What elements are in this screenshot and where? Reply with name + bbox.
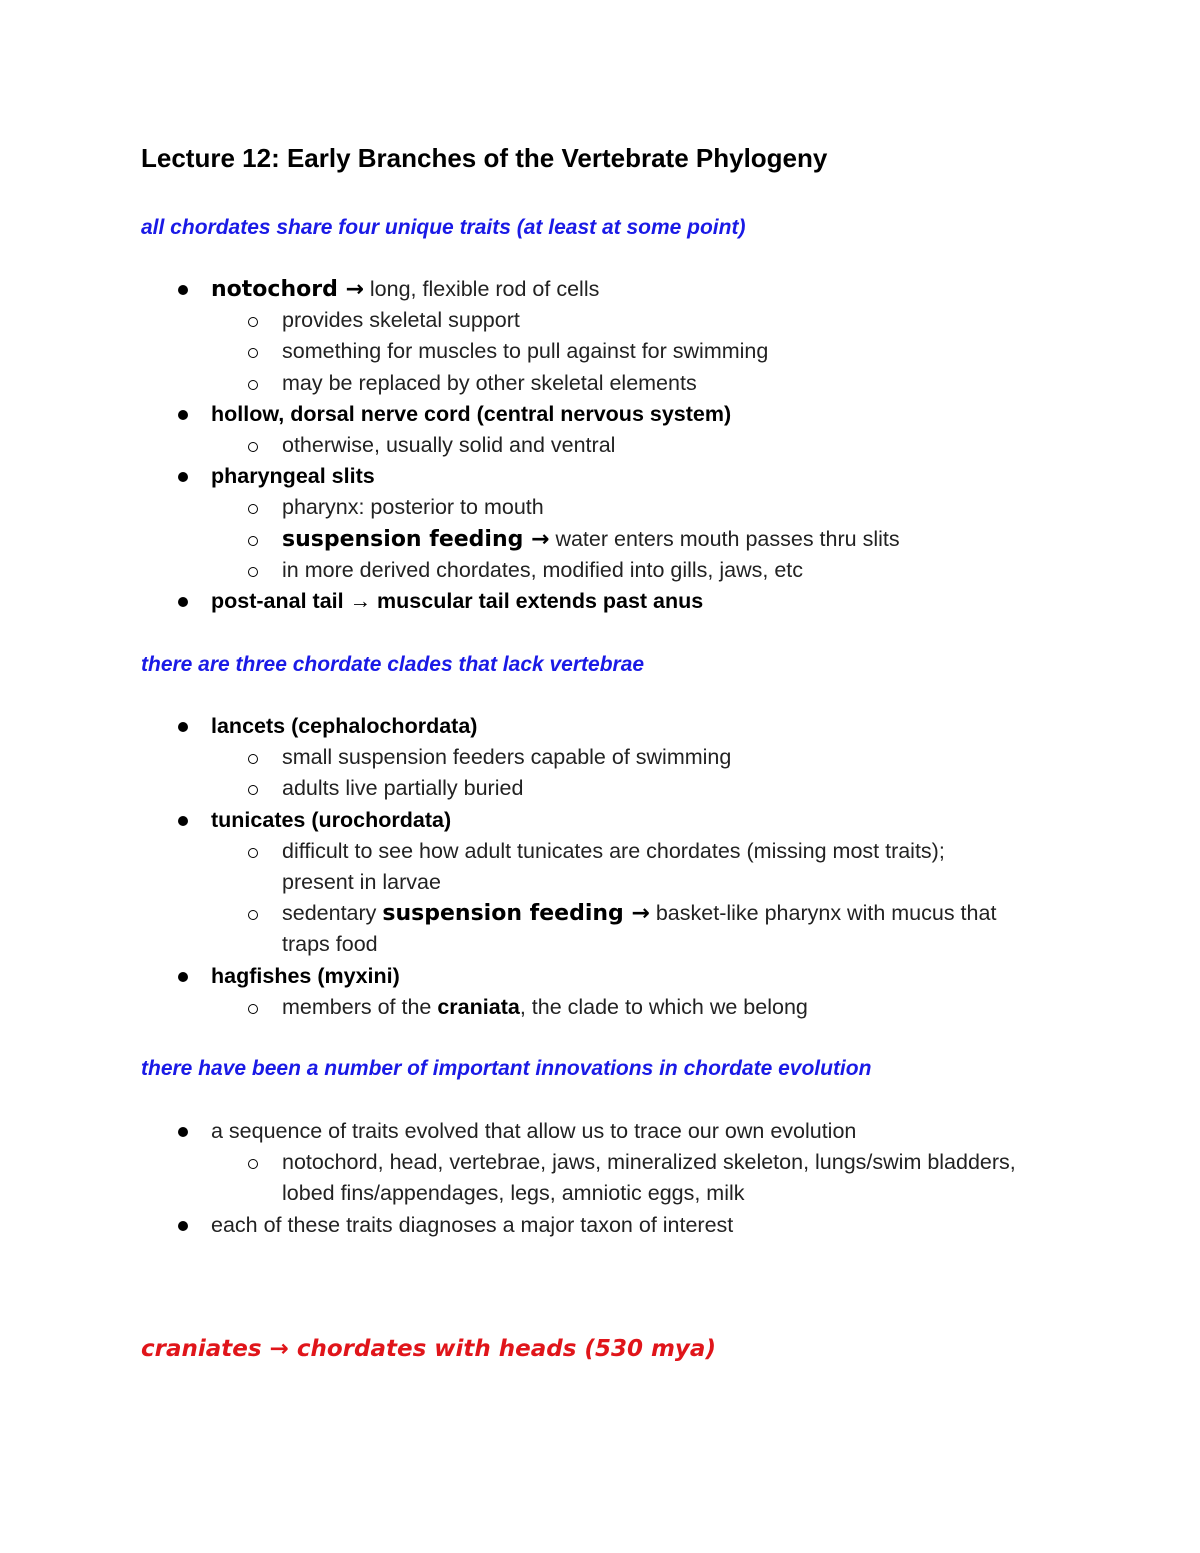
- list-item: [141, 742, 1022, 773]
- item-prefix: members of the: [282, 994, 438, 1019]
- term: suspension feeding →: [282, 526, 550, 552]
- term: pharyngeal slits: [211, 464, 375, 489]
- item-text: water enters mouth passes thru slits: [549, 526, 900, 551]
- sub-bullet-icon: [248, 380, 258, 390]
- term: craniata: [437, 994, 520, 1019]
- bullet-list-clades: [141, 711, 1022, 1023]
- bullet-icon: [178, 472, 188, 482]
- sub-bullet-icon: [248, 848, 258, 858]
- item-text: basket-like pharynx with mucus that traps food: [282, 901, 997, 957]
- bullet-icon: [178, 285, 188, 295]
- item-text: each of these traits diagnoses a major taxon of interest: [211, 1212, 734, 1237]
- document-page: [141, 0, 1041, 1553]
- sub-bullet-icon: [248, 536, 258, 546]
- sub-bullet-icon: [248, 442, 258, 452]
- list-item: [141, 461, 900, 492]
- list-item: [141, 586, 900, 617]
- item-text: otherwise, usually solid and ventral: [282, 433, 616, 458]
- section-heading-traits: all chordates share four unique traits (at least at some point): [141, 216, 746, 239]
- sub-bullet-icon: [248, 567, 258, 577]
- list-item: [141, 805, 1022, 836]
- sub-bullet-icon: [248, 504, 258, 514]
- item-text: notochord, head, vertebrae, jaws, mineralized skeleton, lungs/swim bladders, lobed fins/appendages, legs, amniotic eggs, milk: [282, 1150, 1016, 1206]
- list-item: [141, 336, 900, 367]
- bullet-icon: [178, 410, 188, 420]
- sub-bullet-icon: [248, 317, 258, 327]
- list-item: [141, 430, 900, 461]
- sub-bullet-icon: [248, 1004, 258, 1014]
- term: hagfishes (myxini): [211, 963, 400, 988]
- bullet-list-traits: [141, 274, 900, 617]
- bullet-icon: [178, 722, 188, 732]
- list-item: [141, 898, 1022, 960]
- item-text: a sequence of traits evolved that allow us to trace our own evolution: [211, 1119, 857, 1143]
- item-text: in more derived chordates, modified into gills, jaws, etc: [282, 557, 804, 582]
- list-item: [141, 1210, 1022, 1241]
- term: post-anal tail → muscular tail extends past anus: [211, 589, 704, 614]
- list-item: [141, 992, 1022, 1023]
- bullet-icon: [178, 972, 188, 982]
- item-text: , the clade to which we belong: [519, 994, 808, 1019]
- bullet-icon: [178, 1221, 188, 1231]
- item-text: adults live partially buried: [282, 776, 524, 801]
- section-heading-clades: there are three chordate clades that lack vertebrae: [141, 653, 645, 676]
- list-item: [141, 492, 900, 523]
- item-text: pharynx: posterior to mouth: [282, 495, 544, 520]
- list-item: [141, 1147, 1022, 1209]
- item-text: difficult to see how adult tunicates are chordates (missing most traits); present in larvae: [282, 838, 945, 895]
- bullet-icon: [178, 1127, 188, 1137]
- sub-bullet-icon: [248, 785, 258, 795]
- sub-bullet-icon: [248, 754, 258, 764]
- term: hollow, dorsal nerve cord (central nervous system): [211, 401, 732, 426]
- list-item: [141, 555, 900, 586]
- item-text: provides skeletal support: [282, 308, 520, 333]
- definition: long, flexible rod of cells: [363, 277, 600, 301]
- term: lancets (cephalochordata): [211, 714, 478, 738]
- item-text: small suspension feeders capable of swimming: [282, 745, 732, 770]
- list-item: [141, 773, 1022, 804]
- list-item: [141, 305, 900, 336]
- section-heading-craniates: craniates → chordates with heads (530 mya): [141, 1336, 716, 1362]
- item-text: something for muscles to pull against for swimming: [282, 339, 769, 364]
- sub-bullet-icon: [248, 910, 258, 920]
- sub-bullet-icon: [248, 348, 258, 358]
- term: notochord →: [211, 277, 364, 302]
- section-heading-innovations: there have been a number of important innovations in chordate evolution: [141, 1057, 872, 1080]
- list-item: [141, 368, 900, 399]
- list-item: [141, 711, 1022, 742]
- list-item: [141, 274, 900, 305]
- bullet-icon: [178, 816, 188, 826]
- item-text: may be replaced by other skeletal elements: [282, 370, 697, 395]
- bullet-icon: [178, 597, 188, 607]
- list-item: [141, 961, 1022, 992]
- term: suspension feeding →: [382, 901, 650, 927]
- sub-bullet-icon: [248, 1159, 258, 1169]
- list-item: [141, 399, 900, 430]
- item-prefix: sedentary: [282, 901, 383, 926]
- list-item: [141, 1116, 1022, 1147]
- list-item: [141, 524, 900, 555]
- list-item: [141, 836, 1022, 898]
- bullet-list-innovations: [141, 1116, 1022, 1241]
- term: tunicates (urochordata): [211, 807, 452, 832]
- page-title: Lecture 12: Early Branches of the Vertebrate Phylogeny: [141, 143, 828, 173]
